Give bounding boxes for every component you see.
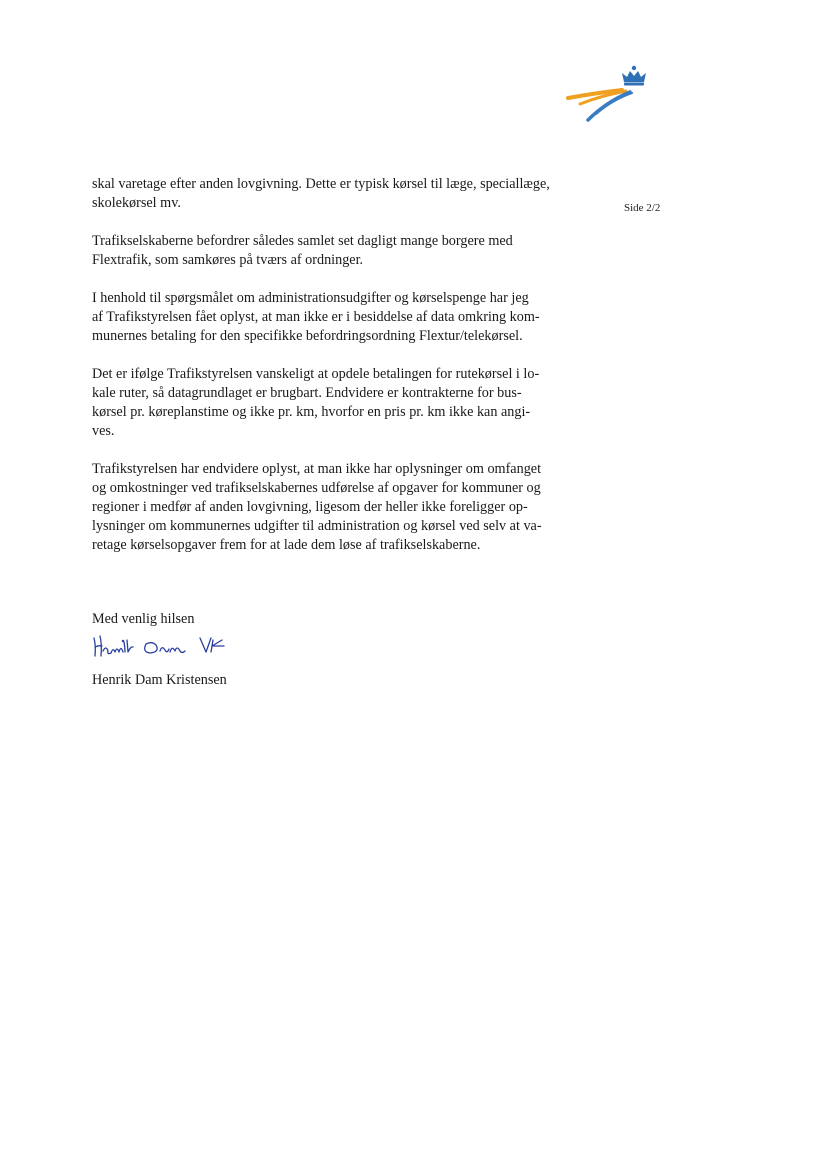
signer-name: Henrik Dam Kristensen bbox=[92, 672, 227, 688]
road-stripes-icon bbox=[568, 90, 632, 120]
text-line: retage kørselsopgaver frem for at lade dem løse af trafikselskaberne. bbox=[92, 537, 481, 553]
paragraph-1 bbox=[92, 175, 586, 213]
text-line: ves. bbox=[92, 423, 115, 439]
text-line: kale ruter, så datagrundlaget er brugbart. Endvidere er kontrakterne for bus- bbox=[92, 385, 522, 401]
closing-greeting: Med venlig hilsen bbox=[92, 611, 195, 627]
text-line: Trafikstyrelsen har endvidere oplyst, at man ikke har oplysninger om omfanget bbox=[92, 461, 542, 477]
ministry-logo-icon bbox=[560, 62, 652, 128]
paragraph-5 bbox=[92, 460, 586, 555]
text-line: af Trafikstyrelsen fået oplyst, at man ikke er i besiddelse af data omkring kom- bbox=[92, 309, 540, 325]
text-line: skal varetage efter anden lovgivning. Dette er typisk kørsel til læge, speciallæge, bbox=[92, 176, 550, 192]
text-line: kørsel pr. køreplanstime og ikke pr. km, hvorfor en pris pr. km ikke kan angi- bbox=[92, 404, 531, 420]
text-line: skolekørsel mv. bbox=[92, 195, 181, 211]
text-line: regioner i medfør af anden lovgivning, ligesom der heller ikke foreligger op- bbox=[92, 499, 528, 515]
crown-icon bbox=[622, 66, 646, 86]
text-line: lysninger om kommunernes udgifter til administration og kørsel ved selv at va- bbox=[92, 518, 542, 534]
paragraph-3 bbox=[92, 289, 586, 346]
text-line: munernes betaling for den specifikke befordringsordning Flextur/telekørsel. bbox=[92, 328, 523, 344]
text-line: Trafikselskaberne befordrer således samlet set dagligt mange borgere med bbox=[92, 233, 513, 249]
handwritten-signature bbox=[90, 630, 250, 660]
text-line: og omkostninger ved trafikselskabernes udførelse af opgaver for kommuner og bbox=[92, 480, 541, 496]
text-line: Flextrafik, som samkøres på tværs af ordninger. bbox=[92, 252, 364, 268]
text-line: Det er ifølge Trafikstyrelsen vanskeligt at opdele betalingen for rutekørsel i lo- bbox=[92, 366, 540, 382]
letter-body bbox=[92, 175, 586, 574]
paragraph-4 bbox=[92, 365, 586, 441]
paragraph-2 bbox=[92, 232, 586, 270]
text-line: I henhold til spørgsmålet om administrationsudgifter og kørselspenge har jeg bbox=[92, 290, 529, 306]
page-number: Side 2/2 bbox=[624, 202, 661, 214]
